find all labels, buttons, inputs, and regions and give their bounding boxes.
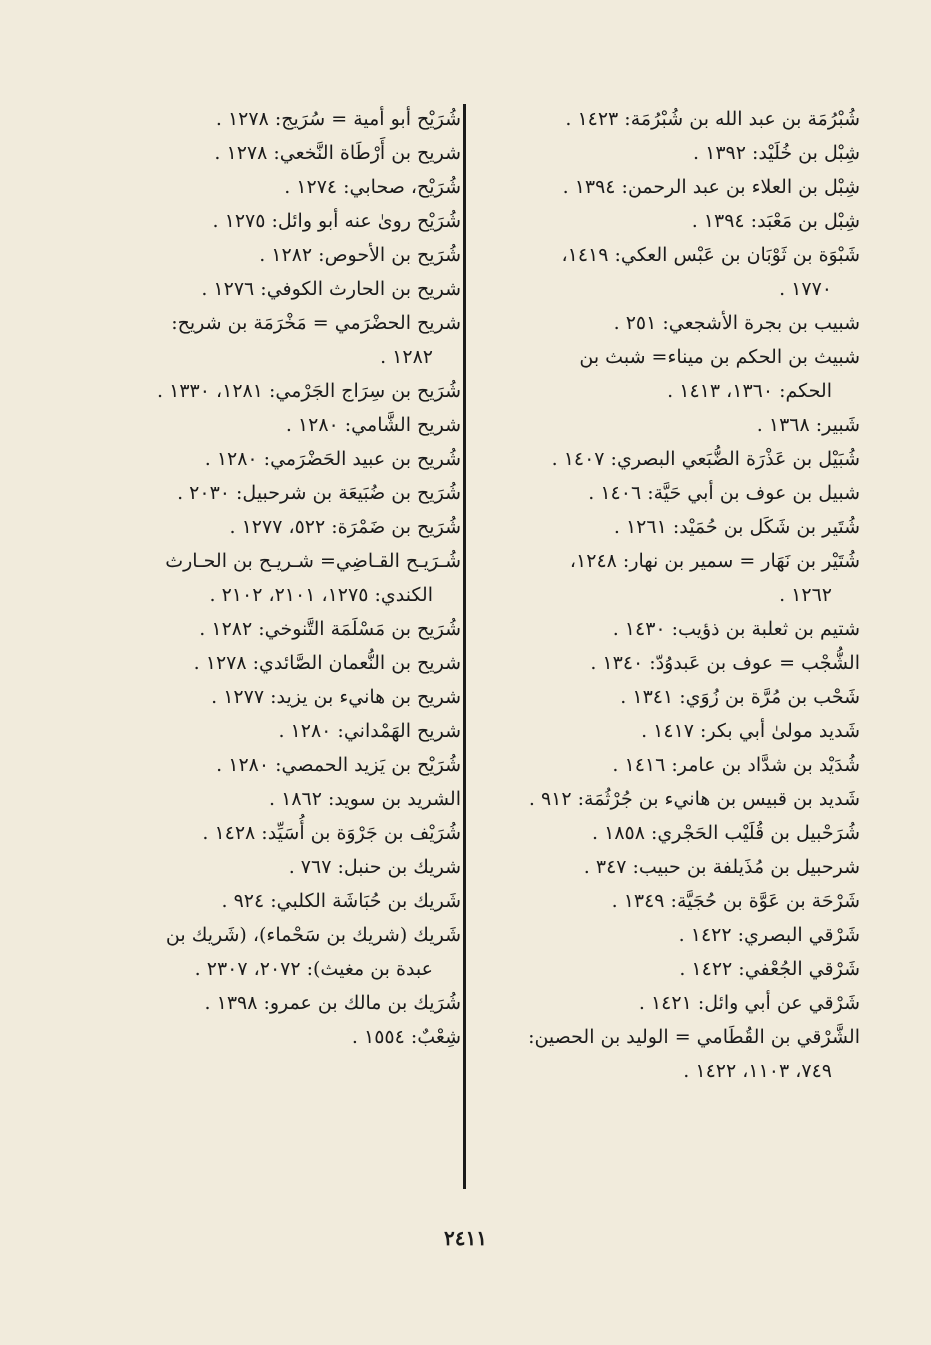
- index-entry: [475, 306, 860, 340]
- entry-text: شُرَيح بن ضُبَيعَة بن شرحبيل: ٢٠٣٠ .: [177, 482, 461, 504]
- index-entry: [475, 476, 860, 510]
- entry-continuation: الكندي: ١٢٧٥، ٢١٠١، ٢١٠٢ .: [209, 584, 433, 606]
- entry-text: شُرَيْح روىٰ عنه أبو وائل: ١٢٧٥ .: [212, 210, 461, 232]
- entry-text: شُرَيك بن مالك بن عمرو: ١٣٩٨ .: [204, 992, 461, 1014]
- index-entry: [76, 986, 461, 1020]
- index-entry: [475, 442, 860, 476]
- entry-text: شُتَيْر بن نَهَار = سمير بن نهار: ١٢٤٨،: [569, 550, 860, 572]
- index-entry: [76, 612, 461, 646]
- entry-text: شريح الشَّامي: ١٢٨٠ .: [285, 414, 461, 436]
- index-entry: [76, 816, 461, 850]
- index-entry: [76, 442, 461, 476]
- entry-text: شَبير: ١٣٦٨ .: [756, 414, 860, 436]
- index-entry: [76, 306, 461, 374]
- entry-text: شِبْل بن العلاء بن عبد الرحمن: ١٣٩٤ .: [562, 176, 860, 198]
- entry-text: شُـرَيـح القـاضِي= شـريـح بن الحـارث: [165, 550, 461, 572]
- index-entry: [76, 136, 461, 170]
- entry-text: شَريك بن حُبَاشَة الكلبي: ٩٢٤ .: [221, 890, 461, 912]
- entry-text: شريح بن هانيء بن يزيد: ١٢٧٧ .: [211, 686, 461, 708]
- entry-text: شَرْقي عن أبي وائل: ١٤٢١ .: [638, 992, 860, 1014]
- entry-text: شَديد بن قبيس بن هانيء بن جُرْثُمَة: ٩١٢ .: [528, 788, 860, 810]
- entry-text: شرحبيل بن مُذَيلفة بن حبيب: ٣٤٧ .: [583, 856, 860, 878]
- entry-text: شُرَيح بن الأحوص: ١٢٨٢ .: [259, 244, 461, 266]
- index-entry: [475, 986, 860, 1020]
- entry-text: شَبْوَة بن ثَوْبَان بن عَبْس العكي: ١٤١٩،: [561, 244, 860, 266]
- index-entry: [76, 238, 461, 272]
- index-entry: [76, 1020, 461, 1054]
- index-entry: [475, 204, 860, 238]
- index-entry: [76, 272, 461, 306]
- index-entry: [475, 238, 860, 306]
- index-column-left: [76, 102, 461, 1054]
- entry-text: شَريك (شريك بن سَحْماء)، (شَريك بن: [165, 924, 461, 946]
- index-entry: [76, 170, 461, 204]
- entry-text: شُرَيح بن مَسْلَمَة التَّنوخي: ١٢٨٢ .: [199, 618, 461, 640]
- entry-text: شَرْحَة بن عَوَّة بن حُجَيَّة: ١٣٤٩ .: [611, 890, 860, 912]
- index-entry: [76, 646, 461, 680]
- index-entry: [475, 748, 860, 782]
- entry-text: شُرَيْف بن جَرْوَة بن أُسَيِّد: ١٤٢٨ .: [202, 822, 461, 844]
- index-entry: [475, 850, 860, 884]
- entry-text: شُدَيْد بن شدَّاد بن عامر: ١٤١٦ .: [612, 754, 860, 776]
- entry-text: شِعْبٌ: ١٥٥٤ .: [351, 1026, 461, 1048]
- entry-text: شريك بن حنبل: ٧٦٧ .: [288, 856, 461, 878]
- index-entry: [475, 408, 860, 442]
- entry-text: الشَّرْقي بن القُطَامي = الوليد بن الحصين:: [528, 1026, 860, 1048]
- entry-text: شَرْقي البصري: ١٤٢٢ .: [678, 924, 860, 946]
- entry-text: شُرَيْح بن يَزيد الحمصي: ١٢٨٠ .: [216, 754, 461, 776]
- index-entry: [475, 952, 860, 986]
- index-entry: [475, 782, 860, 816]
- entry-text: شُرَيْح أبو أمية = سُرَيج: ١٢٧٨ .: [215, 108, 461, 130]
- index-entry: [475, 510, 860, 544]
- index-entry: [76, 782, 461, 816]
- index-entry: [76, 374, 461, 408]
- index-entry: [76, 714, 461, 748]
- entry-text: شَديد مولىٰ أبي بكر: ١٤١٧ .: [641, 720, 860, 742]
- entry-continuation: الحكم: ١٣٦٠، ١٤١٣ .: [667, 380, 832, 402]
- entry-text: شريح بن النُّعمان الصَّائدي: ١٢٧٨ .: [193, 652, 461, 674]
- index-entry: [76, 476, 461, 510]
- index-entry: [475, 918, 860, 952]
- entry-continuation: عبدة بن مغيث): ٢٠٧٢، ٢٣٠٧ .: [194, 958, 433, 980]
- entry-text: شُبَيْل بن عَذْرَة الضُّبَعي البصري: ١٤٠٧ .: [551, 448, 860, 470]
- entry-text: شُريح بن عبيد الحَضْرَمي: ١٢٨٠ .: [204, 448, 461, 470]
- entry-text: شريح بن الحارث الكوفي: ١٢٧٦ .: [201, 278, 461, 300]
- index-entry: [76, 102, 461, 136]
- index-entry: [76, 204, 461, 238]
- entry-continuation: ٧٤٩، ١١٠٣، ١٤٢٢ .: [683, 1060, 832, 1082]
- entry-text: شبيب بن بجرة الأشجعي: ٢٥١ .: [613, 312, 860, 334]
- entry-text: شريح الحضْرَمي = مَخْرَمَة بن شريح:: [171, 312, 461, 334]
- index-entry: [475, 340, 860, 408]
- index-entry: [475, 544, 860, 612]
- entry-text: شُتَير بن شَكَل بن حُمَيْد: ١٢٦١ .: [613, 516, 860, 538]
- entry-text: الشريد بن سويد: ١٨٦٢ .: [269, 788, 461, 810]
- index-entry: [76, 918, 461, 986]
- entry-text: شُرَيح بن سِرَاج الجَرْمي: ١٢٨١، ١٣٣٠ .: [157, 380, 461, 402]
- entry-text: شَحْب بن مُرَّة بن زُوَي: ١٣٤١ .: [620, 686, 860, 708]
- index-entry: [475, 102, 860, 136]
- column-divider: [463, 104, 466, 1189]
- entry-text: شُرَيْح، صحابي: ١٢٧٤ .: [284, 176, 461, 198]
- index-entry: [475, 612, 860, 646]
- entry-continuation: ١٢٦٢ .: [779, 584, 832, 606]
- entry-text: شَرْقي الجُعْفي: ١٤٢٢ .: [679, 958, 860, 980]
- entry-text: شريح بن أَرْطَاة النَّخعي: ١٢٧٨ .: [214, 142, 461, 164]
- index-entry: [76, 408, 461, 442]
- index-entry: [475, 170, 860, 204]
- index-entry: [475, 884, 860, 918]
- index-column-right: [475, 102, 860, 1088]
- index-entry: [475, 680, 860, 714]
- entry-text: شُبْرُمَة بن عبد الله بن شُبْرُمَة: ١٤٢٣ .: [565, 108, 860, 130]
- entry-continuation: ١٢٨٢ .: [380, 346, 433, 368]
- index-entry: [475, 646, 860, 680]
- entry-continuation: ١٧٧٠ .: [779, 278, 832, 300]
- index-entry: [76, 680, 461, 714]
- entry-text: شريح الهَمْداني: ١٢٨٠ .: [278, 720, 461, 742]
- index-entry: [76, 510, 461, 544]
- index-entry: [76, 850, 461, 884]
- index-entry: [76, 884, 461, 918]
- entry-text: شُرَحْبيل بن قُلَيْب الحَجْري: ١٨٥٨ .: [592, 822, 860, 844]
- entry-text: شبيث بن الحكم بن ميناء= شبث بن: [579, 346, 860, 368]
- page-number: ٢٤١١: [444, 1226, 487, 1250]
- entry-text: شبيل بن عوف بن أبي حَيَّة: ١٤٠٦ .: [588, 482, 860, 504]
- index-entry: [475, 714, 860, 748]
- entry-text: شُرَيح بن ضَمْرَة: ٥٢٢، ١٢٧٧ .: [229, 516, 461, 538]
- entry-text: شِبْل بن خُلَيْد: ١٣٩٢ .: [693, 142, 860, 164]
- entry-text: شتيم بن ثعلبة بن ذؤيب: ١٤٣٠ .: [612, 618, 860, 640]
- index-entry: [475, 816, 860, 850]
- index-entry: [475, 1020, 860, 1088]
- index-entry: [76, 544, 461, 612]
- index-entry: [76, 748, 461, 782]
- index-entry: [475, 136, 860, 170]
- entry-text: الشُّجْب = عوف بن عَبدوُدّ: ١٣٤٠ .: [590, 652, 860, 674]
- entry-text: شِبْل بن مَعْبَد: ١٣٩٤ .: [691, 210, 860, 232]
